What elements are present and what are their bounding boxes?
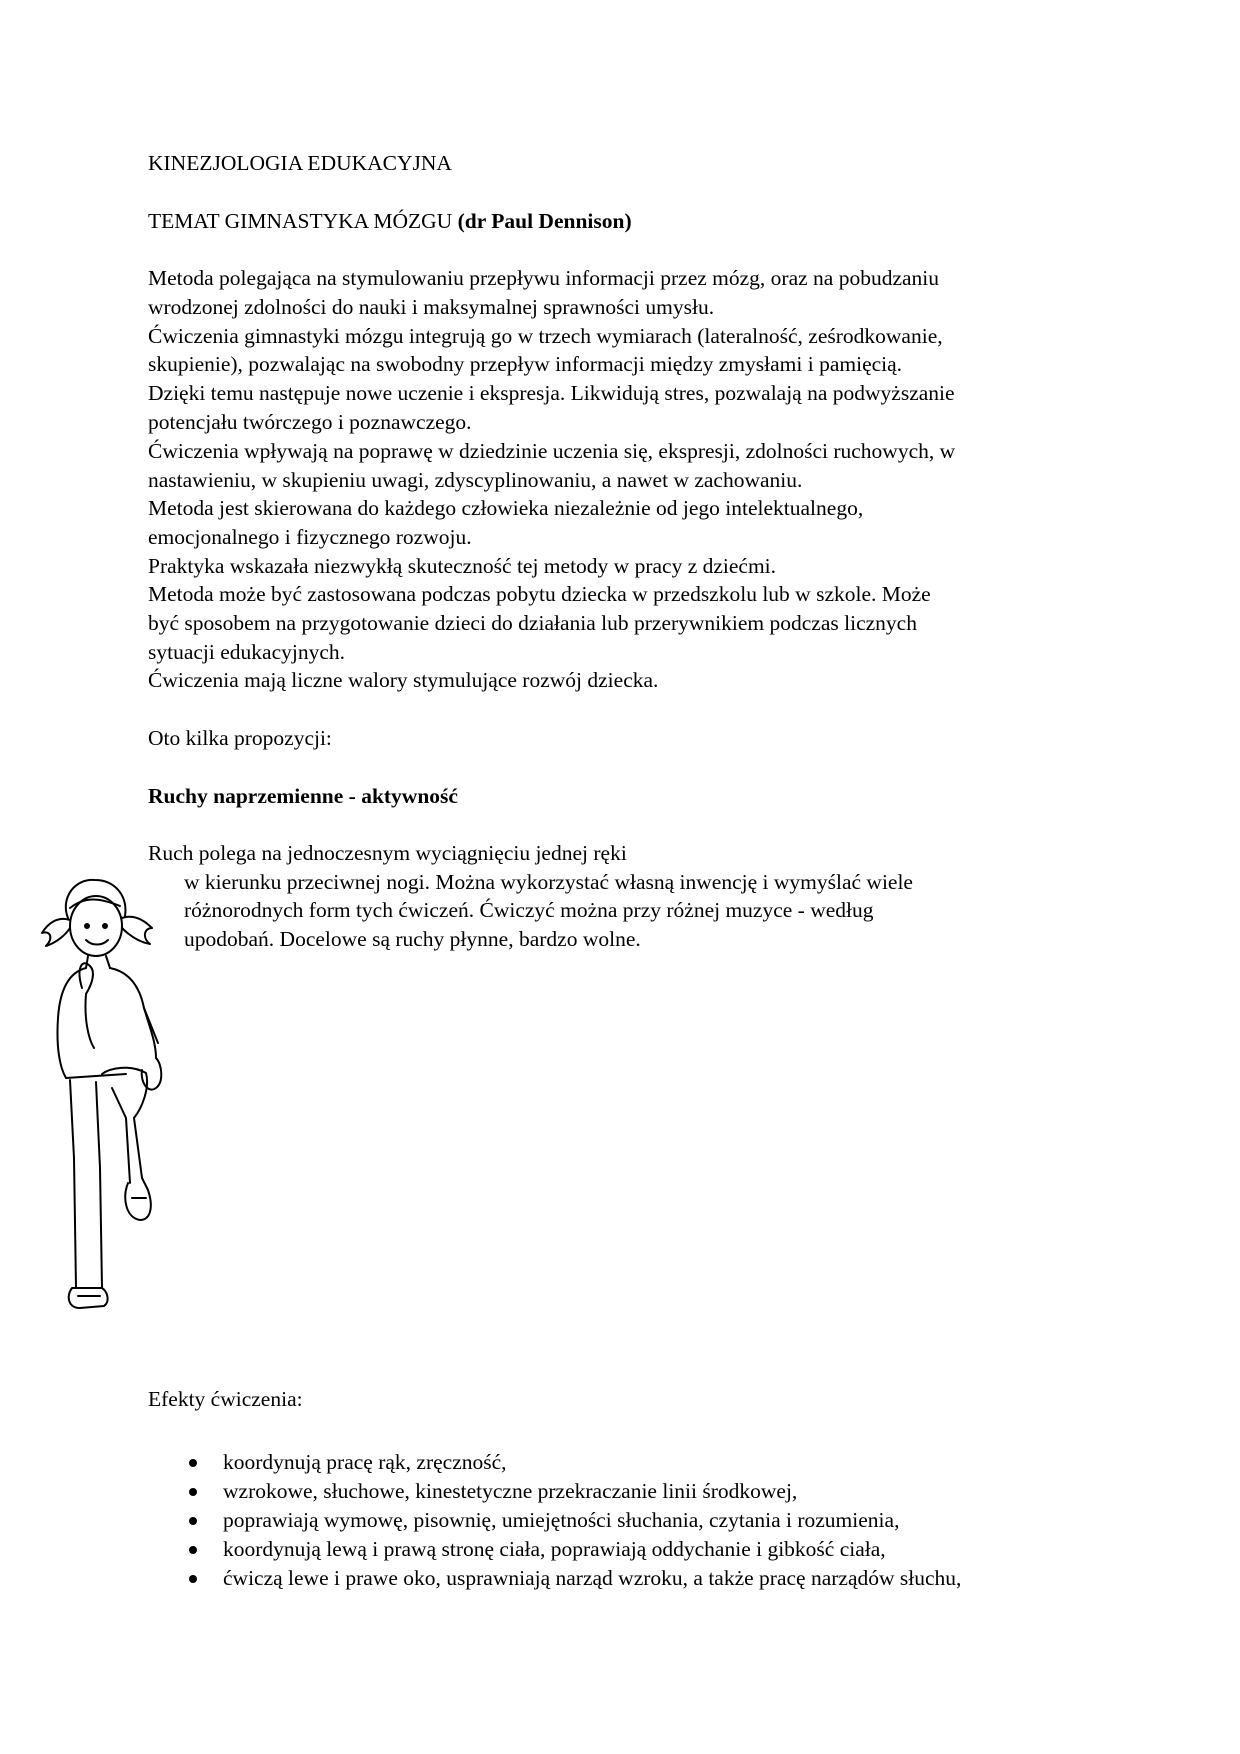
proposals-label: Oto kilka propozycji:	[148, 726, 332, 750]
intro-line: nastawieniu, w skupieniu uwagi, zdyscyplinowaniu, a nawet w zachowaniu.	[148, 468, 803, 492]
intro-line: Dzięki temu następuje nowe uczenie i ekspresja. Likwidują stres, pozwalają na podwyższanie	[148, 381, 955, 405]
child-exercise-illustration	[30, 868, 190, 1318]
intro-line: Ćwiczenia wpływają na poprawę w dziedzinie uczenia się, ekspresji, zdolności ruchowych, w	[148, 439, 956, 463]
intro-line: być sposobem na przygotowanie dzieci do działania lub przerywnikiem podczas licznych	[148, 611, 917, 635]
intro-line: Metoda jest skierowana do każdego człowieka niezależnie od jego intelektualnego,	[148, 496, 864, 520]
list-item: poprawiają wymowę, pisownię, umiejętności słuchania, czytania i rozumienia,	[148, 1506, 961, 1535]
intro-line: wrodzonej zdolności do nauki i maksymalnej sprawności umysłu.	[148, 295, 715, 319]
intro-line: skupienie), pozwalając na swobodny przepływ informacji między zmysłami i pamięcią.	[148, 352, 903, 376]
bullet-icon	[189, 1546, 197, 1554]
effects-list	[148, 1448, 961, 1593]
bullet-icon	[189, 1459, 197, 1467]
intro-line: Praktyka wskazała niezwykłą skuteczność tej metody w pracy z dziećmi.	[148, 554, 777, 578]
list-item: koordynują lewą i prawą stronę ciała, poprawiają oddychanie i gibkość ciała,	[148, 1535, 961, 1564]
exercise-line: w kierunku przeciwnej nogi. Można wykorzystać własną inwencję i wymyślać wiele	[184, 870, 913, 894]
bullet-icon	[189, 1575, 197, 1583]
intro-line: potencjału twórczego i poznawczego.	[148, 410, 472, 434]
topic-line	[148, 207, 632, 235]
list-item: koordynują pracę rąk, zręczność,	[148, 1448, 961, 1477]
intro-line: emocjonalnego i fizycznego rozwoju.	[148, 525, 472, 549]
topic-prefix: TEMAT GIMNASTYKA MÓZGU	[148, 209, 458, 233]
exercise-line: Ruch polega na jednoczesnym wyciągnięciu jednej ręki	[148, 841, 627, 865]
bullet-icon	[189, 1488, 197, 1496]
document-heading: KINEZJOLOGIA EDUKACYJNA	[148, 151, 452, 175]
topic-author: (dr Paul Dennison)	[457, 209, 632, 233]
exercise-line: upodobań. Docelowe są ruchy płynne, bardzo wolne.	[184, 927, 641, 951]
intro-line: Ćwiczenia mają liczne walory stymulujące rozwój dziecka.	[148, 668, 659, 692]
list-item: wzrokowe, słuchowe, kinestetyczne przekraczanie linii środkowej,	[148, 1477, 961, 1506]
list-item: ćwiczą lewe i prawe oko, usprawniają narząd wzroku, a także pracę narządów słuchu,	[148, 1564, 961, 1593]
intro-line: sytuacji edukacyjnych.	[148, 640, 346, 664]
bullet-icon	[189, 1517, 197, 1525]
intro-line: Metoda polegająca na stymulowaniu przepływu informacji przez mózg, oraz na pobudzaniu	[148, 266, 940, 290]
intro-line: Ćwiczenia gimnastyki mózgu integrują go w trzech wymiarach (lateralność, ześrodkowanie,	[148, 324, 943, 348]
intro-line: Metoda może być zastosowana podczas pobytu dziecka w przedszkolu lub w szkole. Może	[148, 582, 931, 606]
effects-label: Efekty ćwiczenia:	[148, 1387, 303, 1411]
exercise-line: różnorodnych form tych ćwiczeń. Ćwiczyć można przy różnej muzyce - według	[184, 898, 874, 922]
exercise-title: Ruchy naprzemienne - aktywność	[148, 784, 458, 808]
